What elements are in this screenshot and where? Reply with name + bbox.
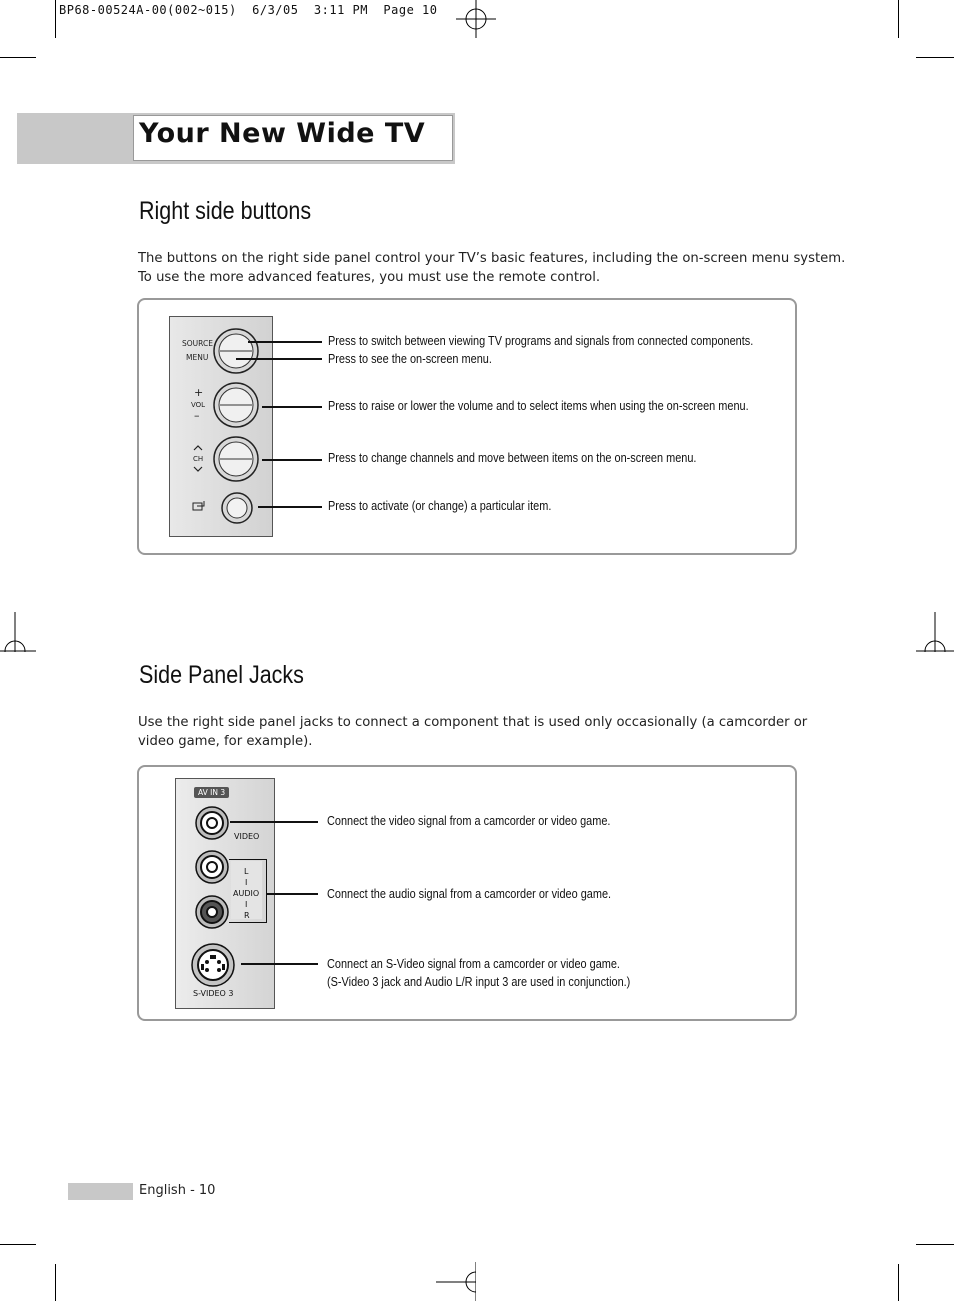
- callout-s-video-jack: Connect an S-Video signal from a camcorder or video game.: [327, 956, 620, 971]
- vol-plus-label: +: [194, 386, 204, 399]
- callout-s-video-note: (S-Video 3 jack and Audio L/R input 3 are used in conjunction.): [327, 974, 631, 989]
- callout-audio-jack: Connect the audio signal from a camcorder or video game.: [327, 886, 612, 901]
- callout-channel: Press to change channels and move between items on the on-screen menu.: [328, 450, 697, 465]
- side-panel-jacks-intro: [138, 713, 807, 751]
- callout-menu: Press to see the on-screen menu.: [328, 351, 492, 366]
- down-chevron-icon: [192, 465, 204, 473]
- right-side-buttons-intro: [138, 249, 845, 287]
- leader-line: [248, 341, 322, 343]
- callout-source: Press to switch between viewing TV programs and signals from connected components.: [328, 333, 754, 348]
- footer-bar: [68, 1183, 133, 1200]
- leader-line: [230, 821, 318, 823]
- enter-button: [220, 491, 254, 525]
- vol-label: VOL: [191, 401, 206, 409]
- registration-mark-icon: [456, 0, 496, 40]
- video-label: VIDEO: [234, 832, 260, 841]
- registration-mark-icon: [0, 612, 40, 652]
- menu-label: MENU: [186, 353, 209, 362]
- leader-line: [258, 506, 322, 508]
- intro-line: Use the right side panel jacks to connect a component that is used only occasionally (a camcorder or: [138, 715, 808, 730]
- intro-line: The buttons on the right side panel control your TV’s basic features, including the on-screen menu system.: [138, 251, 846, 266]
- leader-line: [262, 406, 322, 408]
- enter-icon: [192, 500, 206, 512]
- callout-video-jack: Connect the video signal from a camcorder or video game.: [327, 813, 611, 828]
- callout-volume: Press to raise or lower the volume and to select items when using the on-screen menu.: [328, 398, 749, 413]
- volume-button: [212, 381, 262, 429]
- rca-jack-icon: [194, 849, 230, 885]
- channel-button: [212, 435, 262, 483]
- leader-line: [266, 893, 318, 895]
- audio-divider-label: I: [245, 878, 248, 887]
- intro-line: To use the more advanced features, you must use the remote control.: [138, 270, 601, 285]
- page-title: Your New Wide TV: [139, 118, 426, 149]
- s-video-label: S-VIDEO 3: [193, 989, 234, 998]
- registration-mark-icon: [436, 1262, 476, 1302]
- intro-line: video game, for example).: [138, 734, 313, 749]
- page-number: English - 10: [139, 1183, 216, 1198]
- source-menu-button: [212, 327, 262, 375]
- up-chevron-icon: [192, 444, 204, 452]
- leader-line: [236, 358, 322, 360]
- ch-label: CH: [193, 455, 204, 463]
- leader-line: [241, 963, 318, 965]
- source-label: SOURCE: [182, 339, 213, 348]
- s-video-jack-icon: [190, 942, 236, 988]
- rca-jack-icon: [194, 894, 230, 930]
- vol-minus-label: –: [194, 409, 200, 422]
- audio-label: AUDIO: [233, 889, 260, 898]
- audio-l-label: L: [244, 867, 249, 876]
- rca-jack-icon: [194, 805, 230, 841]
- print-slug: BP68-00524A-00(002~015) 6/3/05 3:11 PM Page 10: [59, 3, 438, 17]
- audio-r-label: R: [244, 911, 250, 920]
- section-heading-side-panel-jacks: Side Panel Jacks: [139, 661, 304, 689]
- audio-divider-label: I: [245, 900, 248, 909]
- leader-line: [262, 459, 322, 461]
- registration-mark-icon: [914, 612, 954, 652]
- av-in-3-badge: AV IN 3: [194, 787, 229, 798]
- section-heading-right-side-buttons: Right side buttons: [139, 197, 312, 225]
- callout-enter: Press to activate (or change) a particular item.: [328, 498, 552, 513]
